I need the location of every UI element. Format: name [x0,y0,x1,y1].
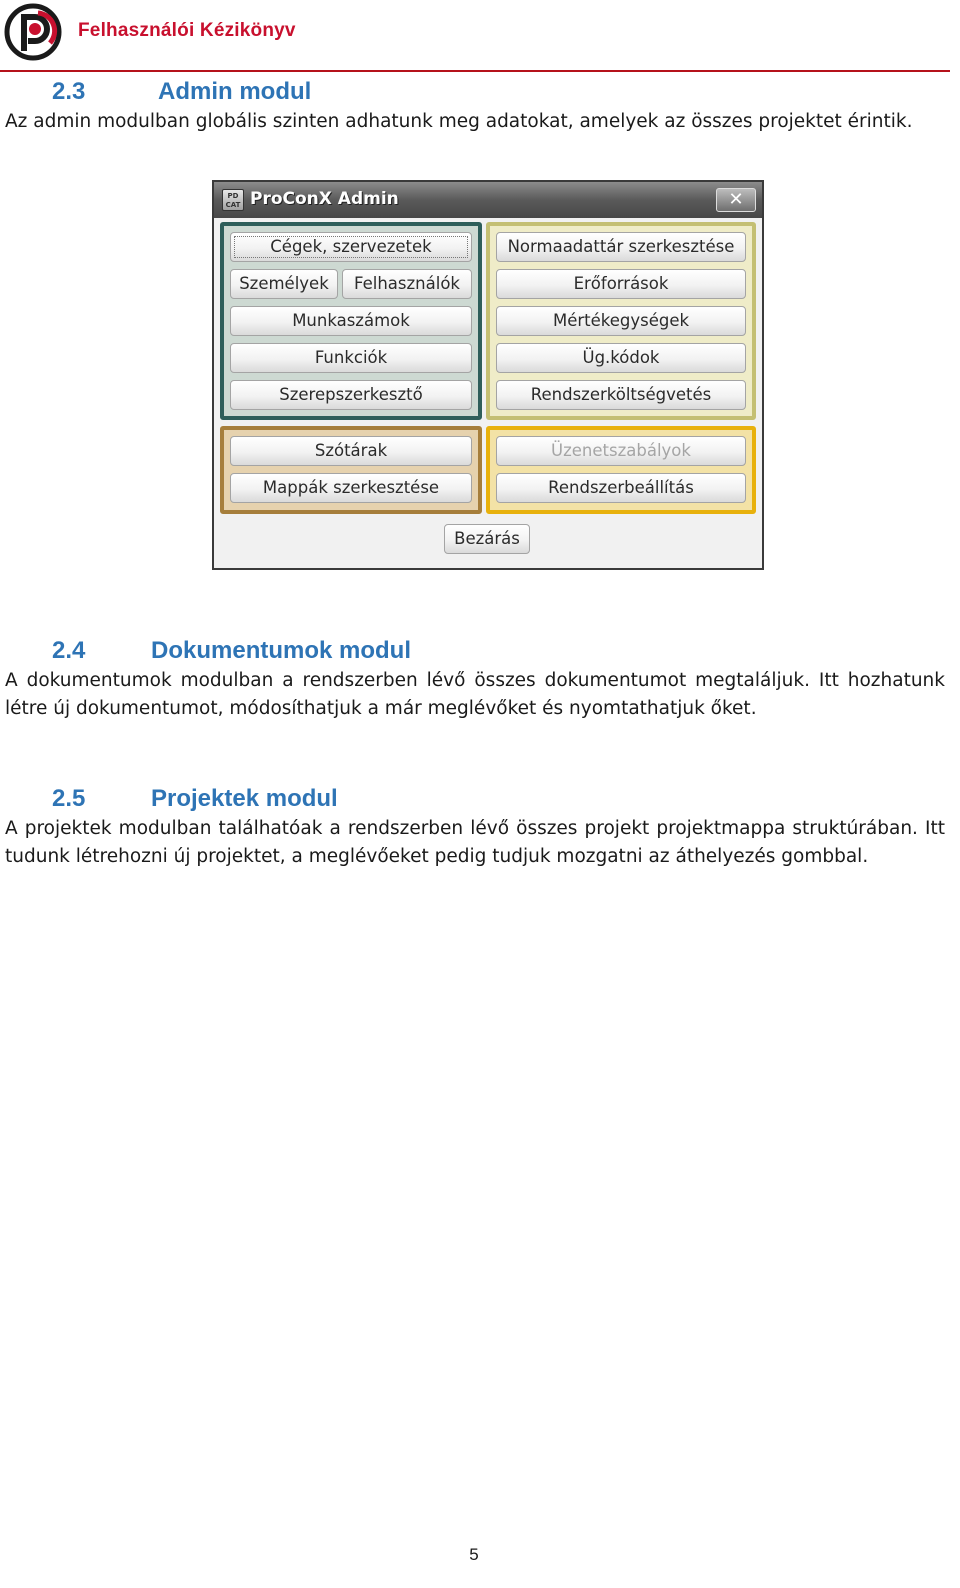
panel-bottom-right [486,426,756,514]
section-title: Admin modul [158,78,312,105]
header-divider [0,70,950,72]
cegek-button[interactable]: Cégek, szervezetek [230,232,472,262]
window-close-button[interactable] [716,188,756,212]
section-number: 2.3 [52,78,86,105]
rendszerkoltsegvetes-button[interactable]: Rendszerköltségvetés [496,380,746,410]
szotarak-button[interactable]: Szótárak [230,436,472,466]
section-number: 2.4 [52,637,86,664]
felhasznalok-button[interactable]: Felhasználók [342,269,472,299]
bezaras-button[interactable]: Bezárás [444,524,530,554]
mertekegysegek-button[interactable]: Mértékegységek [496,306,746,336]
mappak-button[interactable]: Mappák szerkesztése [230,473,472,503]
page-number: 5 [469,1545,479,1564]
window-title: ProConX Admin [250,189,399,209]
munkaszamok-button[interactable]: Munkaszámok [230,306,472,336]
section-paragraph-projektek: A projektek modulban találhatóak a rendszerben lévő összes projekt projektmappa struktúrában. Itt tudunk létrehozni új projektet, a meglévőeket pedig tudjuk mozgatni az áthelyezés gombbal. [5,818,945,867]
pd-logo-icon [4,3,62,61]
close-icon: ✕ [728,189,744,210]
section-title: Dokumentumok modul [151,637,412,664]
normaadattar-button[interactable]: Normaadattár szerkesztése [496,232,746,262]
admin-window [212,180,764,570]
panel-top-right [486,222,756,420]
section-number: 2.5 [52,785,86,812]
panel-top-left [220,222,482,420]
uzenetszabalyok-button[interactable]: Üzenetszabályok [496,436,746,466]
ugkodok-button[interactable]: Üg.kódok [496,343,746,373]
szemelyek-button[interactable]: Személyek [230,269,338,299]
panel-bottom-left [220,426,482,514]
section-paragraph-admin: Az admin modulban globális szinten adhatunk meg adatokat, amelyek az összes projektet érintik. [5,111,913,132]
page-header [0,0,960,72]
funkciok-button[interactable]: Funkciók [230,343,472,373]
section-title: Projektek modul [151,785,338,812]
app-icon: PD CAT [222,189,244,211]
szerepszerkeszto-button[interactable]: Szerepszerkesztő [230,380,472,410]
rendszerbeallitas-button[interactable]: Rendszerbeállítás [496,473,746,503]
window-titlebar[interactable] [214,182,762,218]
eroforrasok-button[interactable]: Erőforrások [496,269,746,299]
header-title: Felhasználói Kézikönyv [78,20,296,41]
section-paragraph-dokumentumok: A dokumentumok modulban a rendszerben lévő összes dokumentumot megtaláljuk. Itt hozhatunk létre új dokumentumot, módosíthatjuk a már meglévőket és nyomtathatjuk őket. [5,670,945,719]
